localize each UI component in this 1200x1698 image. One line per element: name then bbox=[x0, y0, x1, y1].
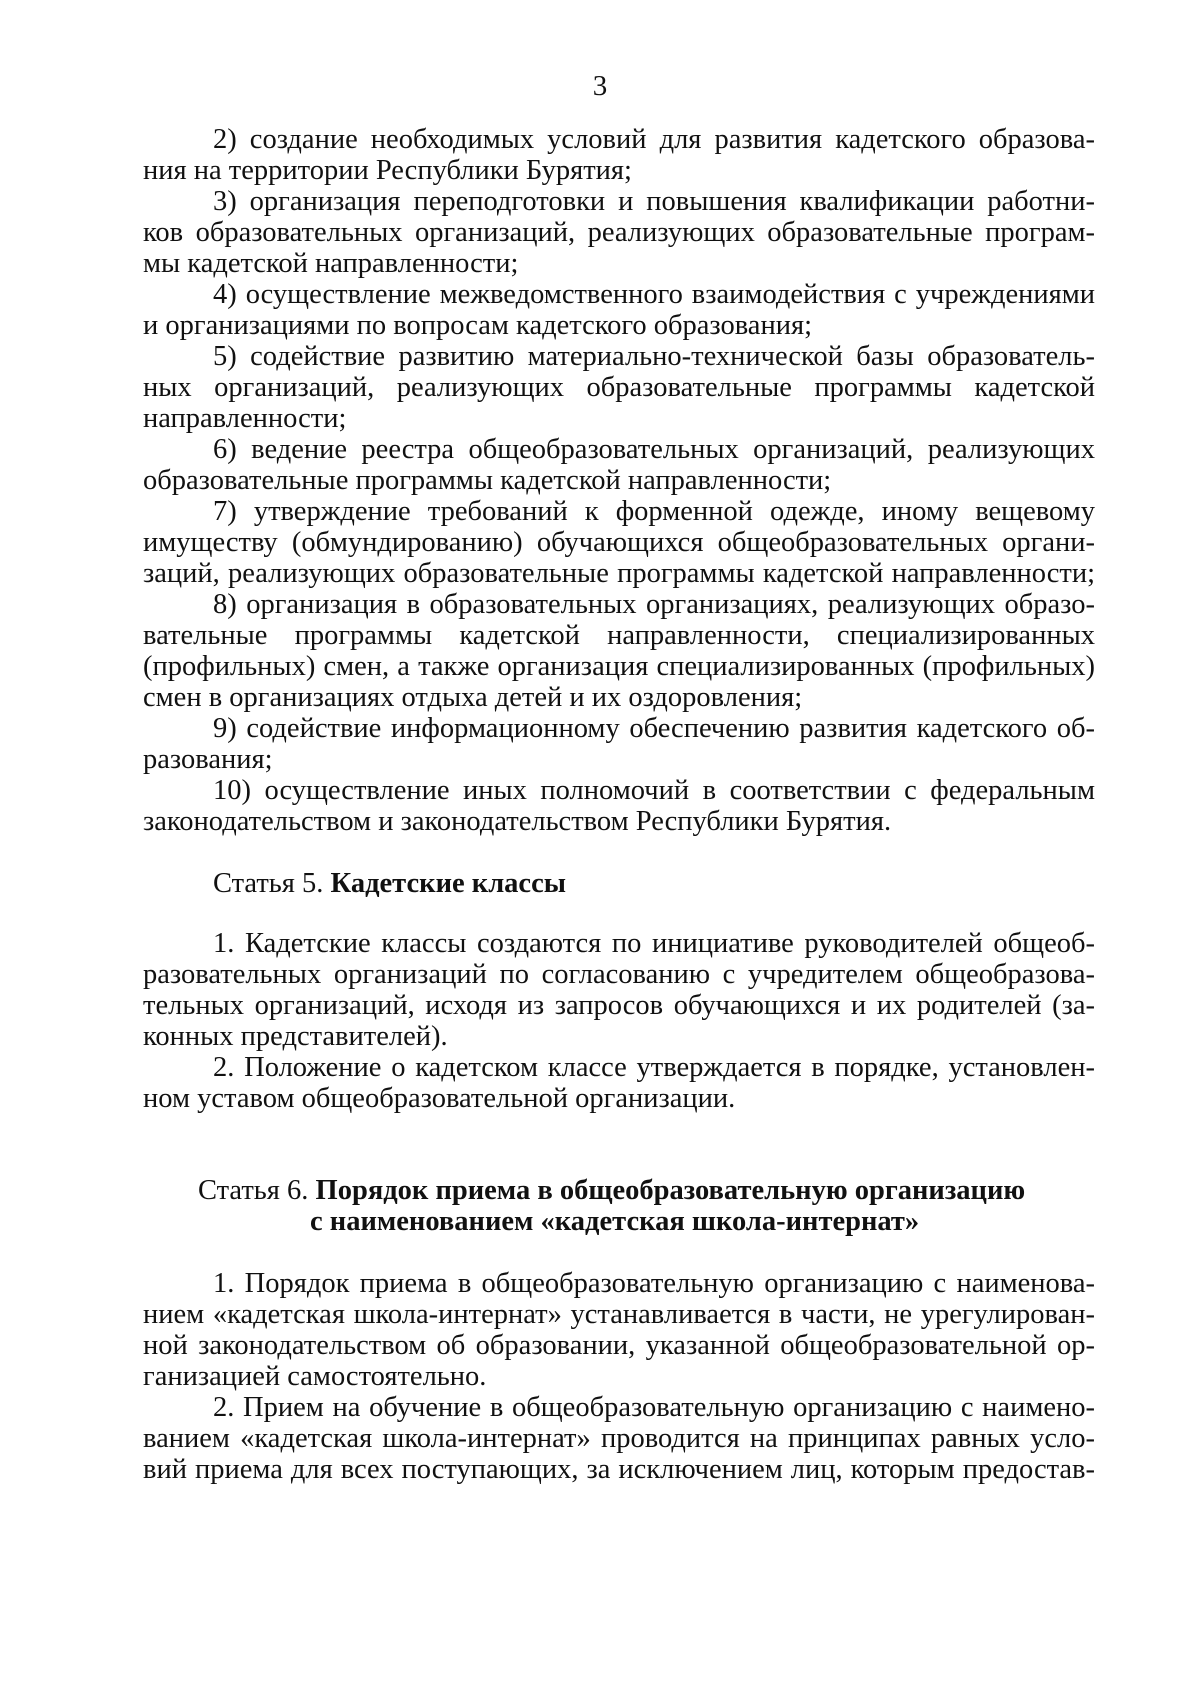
text-line: направленности; bbox=[143, 403, 347, 434]
text-line: 8) организация в образовательных организациях, реализующих образо- bbox=[213, 589, 1095, 620]
text-line: 10) осуществление иных полномочий в соответствии с федеральным bbox=[213, 775, 1095, 806]
text-line: образовательные программы кадетской направленности; bbox=[143, 465, 832, 496]
text-line: ния на территории Республики Бурятия; bbox=[143, 155, 632, 186]
article-5-title: Кадетские классы bbox=[330, 868, 566, 899]
text-line: 2. Прием на обучение в общеобразовательную организацию с наимено- bbox=[213, 1392, 1095, 1423]
article-6-heading-line-2 bbox=[310, 1204, 919, 1240]
text-line: разовательных организаций по согласованию с учредителем общеобразова- bbox=[143, 959, 1095, 990]
text-line: имуществу (обмундированию) обучающихся общеобразовательных органи- bbox=[143, 527, 1095, 558]
text-line: ванием «кадетская школа-интернат» проводится на принципах равных усло- bbox=[143, 1423, 1095, 1454]
text-line: вий приема для всех поступающих, за исключением лиц, которым предостав- bbox=[143, 1454, 1095, 1485]
text-line: 2) создание необходимых условий для развития кадетского образова- bbox=[213, 124, 1095, 155]
article-5-heading bbox=[213, 866, 566, 902]
article-6-title-line-2: с наименованием «кадетская школа-интернат» bbox=[310, 1206, 920, 1237]
text-line: нием «кадетская школа-интернат» устанавливается в части, не урегулирован- bbox=[143, 1299, 1095, 1330]
text-line: ганизацией самостоятельно. bbox=[143, 1361, 487, 1392]
text-line: 9) содействие информационному обеспечению развития кадетского об- bbox=[213, 713, 1095, 744]
article-6-title-line-1: Порядок приема в общеобразовательную организацию bbox=[315, 1175, 1026, 1206]
text-line: законодательством и законодательством Республики Бурятия. bbox=[143, 806, 892, 837]
text-line: ной законодательством об образовании, указанной общеобразовательной ор- bbox=[143, 1330, 1095, 1361]
text-line: конных представителей). bbox=[143, 1021, 448, 1052]
text-line: 2. Положение о кадетском классе утверждается в порядке, установлен- bbox=[213, 1052, 1095, 1083]
text-line: 6) ведение реестра общеобразовательных организаций, реализующих bbox=[213, 434, 1095, 465]
text-line: заций, реализующих образовательные программы кадетской направленности; bbox=[143, 558, 1095, 589]
text-line: тельных организаций, исходя из запросов обучающихся и их родителей (за- bbox=[143, 990, 1095, 1021]
text-line: смен в организациях отдыха детей и их оздоровления; bbox=[143, 682, 803, 713]
text-line: 1. Порядок приема в общеобразовательную организацию с наименова- bbox=[213, 1268, 1095, 1299]
text-line: и организациями по вопросам кадетского образования; bbox=[143, 310, 812, 341]
text-line: мы кадетской направленности; bbox=[143, 248, 519, 279]
text-line: вательные программы кадетской направленности, специализированных bbox=[143, 620, 1095, 651]
text-line: 5) содействие развитию материально-технической базы образователь- bbox=[213, 341, 1095, 372]
text-line: (профильных) смен, а также организация специализированных (профильных) bbox=[143, 651, 1095, 682]
text-line: 1. Кадетские классы создаются по инициативе руководителей общеоб- bbox=[213, 928, 1095, 959]
text-line: 3) организация переподготовки и повышения квалификации работни- bbox=[213, 186, 1095, 217]
text-line: разования; bbox=[143, 744, 273, 775]
article-6-prefix: Статья 6. bbox=[198, 1175, 316, 1206]
text-line: ков образовательных организаций, реализующих образовательные програм- bbox=[143, 217, 1095, 248]
article-5-prefix: Статья 5. bbox=[213, 868, 331, 899]
text-line: ных организаций, реализующих образовательные программы кадетской bbox=[143, 372, 1095, 403]
text-line: ном уставом общеобразовательной организации. bbox=[143, 1083, 736, 1114]
page-number: 3 bbox=[592, 70, 608, 102]
text-line: 7) утверждение требований к форменной одежде, иному вещевому bbox=[213, 496, 1095, 527]
text-line: 4) осуществление межведомственного взаимодействия с учреждениями bbox=[213, 279, 1095, 310]
